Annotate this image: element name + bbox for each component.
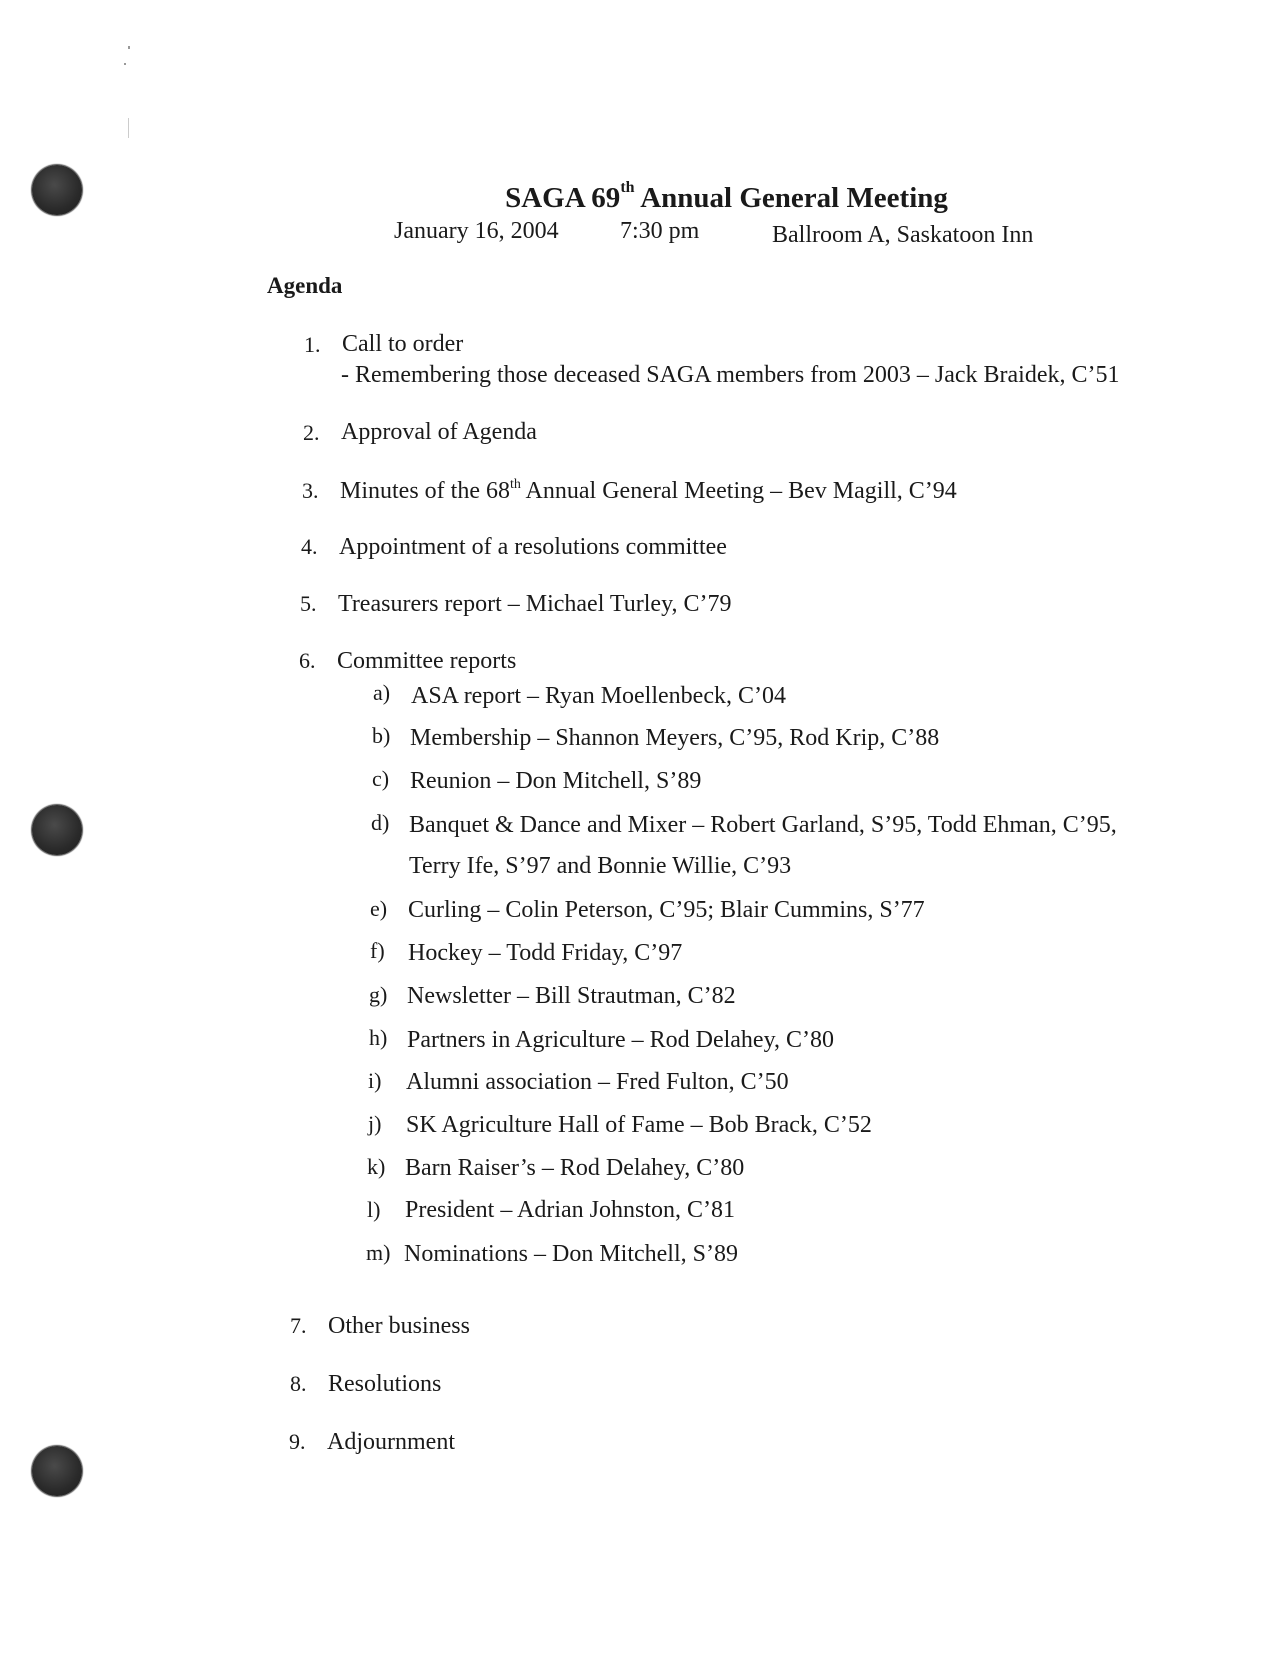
meeting-time: 7:30 pm bbox=[620, 218, 700, 244]
sub-item-letter: k) bbox=[367, 1154, 386, 1179]
meeting-location: Ballroom A, Saskatoon Inn bbox=[772, 222, 1034, 248]
scan-speck bbox=[128, 118, 129, 138]
item-number: 4. bbox=[301, 534, 318, 559]
committee-report: Reunion – Don Mitchell, S’89 bbox=[410, 768, 702, 794]
agenda-item-text: Call to order bbox=[342, 331, 464, 357]
committee-report: Partners in Agriculture – Rod Delahey, C’80 bbox=[407, 1027, 835, 1053]
committee-report: Membership – Shannon Meyers, C’95, Rod Krip, C’88 bbox=[410, 725, 940, 751]
sub-item-letter: j) bbox=[368, 1111, 382, 1136]
sub-item-letter: f) bbox=[370, 938, 385, 963]
sub-item-letter: h) bbox=[369, 1025, 388, 1050]
agenda-heading: Agenda bbox=[267, 273, 343, 298]
agenda-item-text: Adjournment bbox=[327, 1429, 455, 1455]
item-number: 8. bbox=[290, 1371, 307, 1396]
item-number: 7. bbox=[290, 1313, 307, 1338]
sub-item-letter: d) bbox=[371, 810, 390, 835]
binder-hole-bottom bbox=[32, 1446, 82, 1496]
scan-speck bbox=[128, 46, 130, 49]
item-number: 6. bbox=[299, 648, 316, 673]
item-number: 5. bbox=[300, 591, 317, 616]
sub-item-letter: m) bbox=[366, 1240, 391, 1265]
sub-item-letter: b) bbox=[372, 723, 391, 748]
agenda-item-text: Treasurers report – Michael Turley, C’79 bbox=[338, 591, 732, 617]
agenda-item-text: Appointment of a resolutions committee bbox=[339, 534, 727, 560]
agenda-item-subtext: - Remembering those deceased SAGA members from 2003 – Jack Braidek, C’51 bbox=[341, 362, 1120, 388]
committee-report: President – Adrian Johnston, C’81 bbox=[405, 1197, 735, 1223]
committee-report: ASA report – Ryan Moellenbeck, C’04 bbox=[411, 683, 786, 709]
committee-report: Banquet & Dance and Mixer – Robert Garland, S’95, Todd Ehman, C’95, bbox=[409, 812, 1117, 838]
sub-item-letter: l) bbox=[367, 1197, 381, 1222]
committee-report: Newsletter – Bill Strautman, C’82 bbox=[407, 983, 736, 1009]
committee-report: Alumni association – Fred Fulton, C’50 bbox=[406, 1069, 789, 1095]
item-number: 1. bbox=[304, 332, 321, 357]
binder-hole-middle bbox=[32, 805, 82, 855]
agenda-item-text: Committee reports bbox=[337, 648, 517, 674]
scan-speck bbox=[124, 63, 126, 65]
agenda-item-text: Minutes of the 68th Annual General Meeting – Bev Magill, C’94 bbox=[340, 477, 957, 504]
sub-item-letter: g) bbox=[369, 982, 388, 1007]
item-number: 9. bbox=[289, 1429, 306, 1454]
sub-item-letter: a) bbox=[373, 680, 391, 705]
item-number: 2. bbox=[303, 420, 320, 445]
committee-report-continued: Terry Ife, S’97 and Bonnie Willie, C’93 bbox=[409, 853, 792, 879]
sub-item-letter: i) bbox=[368, 1068, 382, 1093]
sub-item-letter: e) bbox=[370, 896, 388, 921]
committee-report: Curling – Colin Peterson, C’95; Blair Cummins, S’77 bbox=[408, 897, 925, 923]
item-number: 3. bbox=[302, 478, 319, 503]
meeting-date: January 16, 2004 bbox=[394, 218, 559, 244]
committee-report: Barn Raiser’s – Rod Delahey, C’80 bbox=[405, 1155, 745, 1181]
agenda-item-text: Approval of Agenda bbox=[341, 419, 537, 445]
document-title: SAGA 69th Annual General Meeting bbox=[505, 179, 948, 214]
sub-item-letter: c) bbox=[372, 766, 390, 791]
agenda-item-text: Resolutions bbox=[328, 1371, 442, 1397]
committee-report: Nominations – Don Mitchell, S’89 bbox=[404, 1241, 738, 1267]
committee-report: Hockey – Todd Friday, C’97 bbox=[408, 940, 683, 966]
committee-report: SK Agriculture Hall of Fame – Bob Brack, C’52 bbox=[406, 1112, 872, 1138]
agenda-item-text: Other business bbox=[328, 1313, 470, 1339]
